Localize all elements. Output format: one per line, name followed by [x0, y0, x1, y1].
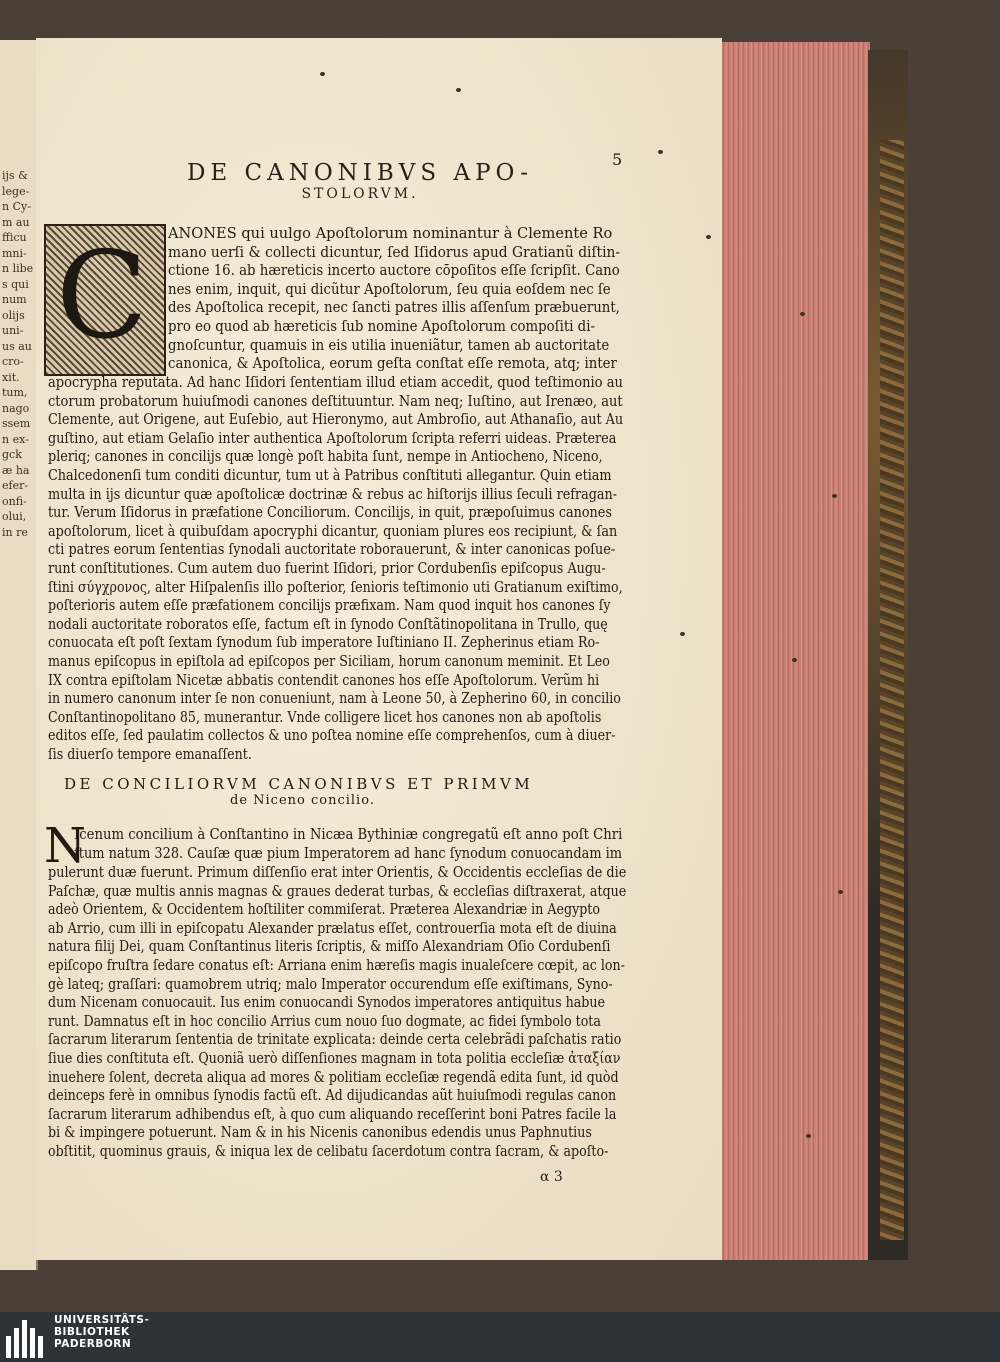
- facing-page-fragment: mni-: [2, 246, 27, 260]
- para1a-line: mano uerſi & collecti dicuntur, ſed Iſidorus apud Gratianũ diſtin-: [168, 243, 621, 261]
- para1b-line: ſtini σύγχρονος, alter Hiſpalenſis illo poſterior, ſenioris teſtimonio uti Gratianum exiſtimo,: [48, 578, 623, 596]
- para1a-line: nes enim, inquit, qui dicũtur Apoſtolorum, ſeu quia eoſdem nec ſe: [168, 280, 611, 298]
- para1b-line: Conſtantinopolitano 85, munerantur. Vnde colligere licet hos canones non ab apoſtolis: [48, 708, 602, 726]
- para1b-line: ctorum probatorum huiuſmodi canones deſtituuntur. Nam neq; Iuſtino, aut Irenæo, aut: [48, 392, 623, 410]
- library-logo-icon: [6, 1316, 48, 1358]
- paragraph1-beside-initial: [168, 225, 664, 374]
- paragraph2-first-lines: [74, 826, 694, 863]
- wormhole: [680, 632, 685, 636]
- paragraph2-body: [48, 864, 715, 1162]
- signature-mark: α 3: [540, 1169, 563, 1185]
- facing-page-fragment: num: [2, 293, 27, 306]
- para1b-line: multa in ijs dicuntur quæ apoſtolicæ doctrinæ & rebus ac hiſtorijs illius ſeculi refragan-: [48, 485, 618, 503]
- para1b-line: cti patres eorum ſententias ſynodali auctoritate roborauerunt, & inter canonicas poſue-: [48, 541, 616, 559]
- book-cover: [868, 50, 908, 1260]
- para2b-line: gè lateq; graſſari: quamobrem utriq; malo Imperator occurendum eſſe exiſtimans, Syno-: [48, 975, 613, 993]
- para2b-line: ab Arrio, cum illi in epiſcopatu Alexander prælatus eſſet, controuerſia mota eſt de diuina: [48, 919, 617, 937]
- facing-page-fragment: ijs &: [2, 169, 28, 182]
- para2b-line: deinceps ferè in omnibus ſynodis factũ eſt. Ad dijudicandas aũt huiuſmodi regulas canon: [48, 1087, 617, 1105]
- para1b-line: poſterioris autem eſſe præfationem concilijs præfixam. Nam quod inquit hos canones ſy: [48, 597, 611, 615]
- wormhole: [456, 88, 461, 92]
- page-block-edge: [720, 42, 870, 1260]
- wormhole: [706, 235, 711, 239]
- wormhole: [832, 494, 837, 498]
- para1b-line: Chalcedonenſi tum conditi dicuntur, tum ut à Patribus conſtituti allegantur. Quin etiam: [48, 466, 612, 484]
- facing-page-fragment: cro-: [2, 355, 24, 368]
- facing-page-edge: [0, 40, 38, 1270]
- paragraph1-body: [48, 374, 712, 764]
- para1b-line: ſis diuerſo tempore emanaſſent.: [48, 745, 252, 763]
- para1b-line: runt conſtitutiones. Cum autem duo fuerint Iſidori, prior Cordubenſis epiſcopus Augu-: [48, 559, 606, 577]
- para2a-line: Icenum concilium à Conſtantino in Nicæa Bythiniæ congregatũ eſt anno poſt Chri: [74, 826, 623, 843]
- facing-page-fragment: s qui: [2, 277, 29, 291]
- facing-page-fragment: olui,: [2, 510, 27, 523]
- para1b-line: editos eſſe, ſed paulatim collectos & uno poſtea nomine eſſe comprehenſos, cum à diuer-: [48, 727, 616, 745]
- para1a-line: ctione 16. ab hæreticis incerto auctore cōpoſitos eſſe ſcripſit. Cano: [168, 262, 620, 280]
- heading-council-canons: DE CONCILIORVM CANONIBVS ET PRIMVM: [64, 775, 534, 793]
- facing-page-fragment: tum,: [2, 386, 28, 399]
- para2b-line: inuehere ſolent, decreta aliqua ad mores & politiam eccleſiæ regendã edita ſunt, id quòd: [48, 1068, 619, 1086]
- para2b-line: epiſcopo fruſtra ſedare conatus eſt: Arriana enim hæreſis magis inualeſcere cœpit, ac lon-: [48, 956, 625, 974]
- para2b-line: ſiue dies conſtituta eſt. Quoniã uerò diſſenſiones magnam in tota politia eccleſiæ ἀταξίαν: [48, 1049, 621, 1067]
- para2b-line: obſtitit, quominus grauis, & iniqua lex de celibatu ſacerdotum contra ſacram, & apoſto-: [48, 1142, 609, 1160]
- facing-page-fragment: n ex-: [2, 432, 29, 446]
- para2b-line: adeò Orientem, & Occidentem hoſtiliter commiſerat. Præterea Alexandriæ in Aegypto: [48, 901, 601, 919]
- facing-page-fragment: n Cy-: [2, 200, 31, 213]
- para1b-line: Clemente, aut Origene, aut Euſebio, aut Hieronymo, aut Ambroſio, aut Athanaſio, aut Au: [48, 411, 624, 429]
- para1a-line: pro eo quod ab hæreticis ſub nomine Apoſtolorum compoſiti di-: [168, 317, 595, 335]
- facing-page-fragment: ssem: [2, 417, 31, 430]
- para1b-line: apocrypha reputata. Ad hanc Iſidori ſententiam illud etiam accedit, quod teſtimonio au: [48, 374, 623, 391]
- library-logo-text: UNIVERSITÄTS- BIBLIOTHEK PADERBORN: [54, 1314, 150, 1350]
- para2b-line: ſacrarum literarum adhibendus eſt, à quo cum aliquando receſſerint boni Patres facile la: [48, 1105, 617, 1123]
- decorated-initial: [44, 224, 166, 376]
- para1a-line: des Apoſtolica recepit, nec ſancti patres illis aſſenſum præbuerunt,: [168, 299, 620, 317]
- para1a-line: canonica, & Apoſtolica, eorum geſta conſtat eſſe remota, atq; inter: [168, 355, 617, 373]
- facing-page-fragment: m au: [2, 215, 30, 229]
- para2b-line: runt. Damnatus eſt in hoc concilio Arrius cum nouo ſuo dogmate, ac fidei ſymbolo tota: [48, 1012, 601, 1030]
- facing-page-fragment: olijs: [2, 308, 25, 322]
- para1b-line: tur. Verum Iſidorus in præfatione Conciliorum. Concilijs, in quit, præpoſuimus canones: [48, 504, 612, 522]
- para1b-line: IX contra epiſtolam Nicetæ abbatis contendit canones hos eſſe Apoſtolorum. Verũm hi: [48, 671, 600, 689]
- initial-n: N: [44, 818, 86, 874]
- heading-canons-apostles-line2: STOLORVM.: [301, 186, 419, 202]
- para2a-line: ſtum natum 328. Cauſæ quæ pium Imperatorem ad hanc ſynodum conuocandam im: [74, 844, 623, 862]
- heading-council-canons-line2: de Niceno concilio.: [230, 793, 375, 808]
- wormhole: [838, 890, 843, 894]
- facing-page-fragment: lege-: [2, 184, 30, 198]
- facing-page-fragment: gck: [2, 448, 22, 461]
- para1b-line: in numero canonum inter ſe non conueniunt, nam à Leone 50, à Zepherino 60, in concilio: [48, 690, 621, 708]
- para1a-line: gnoſcuntur, quamuis in eis utilia inueniãtur, tamen ab auctoritate: [168, 336, 610, 354]
- heading-canons-apostles: DE CANONIBVS APO-: [186, 160, 534, 186]
- wormhole: [658, 150, 663, 154]
- para1b-line: nodali auctoritate roboratos eſſe, factum eſt in ſynodo Conſtãtinopolitana in Trullo, quę: [48, 615, 608, 633]
- facing-page-fragment: onfi-: [2, 494, 27, 508]
- para2b-line: bi & impingere potuerunt. Nam & in his Nicenis canonibus edendis unus Paphnutius: [48, 1124, 592, 1142]
- para1b-line: apoſtolorum, licet à quibuſdam apocryphi dicantur, quoniam plures eos recipiunt, & ſan: [48, 522, 618, 540]
- para2b-line: ſacrarum literarum ſententia de trinitate explicata: deinde certa celebrãdi paſchatis ratio: [48, 1031, 622, 1049]
- facing-page-fragment: xit.: [2, 370, 20, 384]
- facing-page-fragment: n libe: [2, 262, 34, 275]
- facing-page-fragment: uni-: [2, 324, 24, 337]
- para1b-line: conuocata eſt poſt ſextam ſynodum ſub imperatore Iuſtiniano II. Zepherinus etiam Ro-: [48, 634, 600, 652]
- facing-page-fragment: in re: [2, 525, 28, 539]
- para1b-line: manus epiſcopus in epiſtola ad epiſcopos per Siciliam, horum canonum meminit. Et Leo: [48, 652, 610, 670]
- footer-bar: [0, 1312, 1000, 1362]
- para1a-line: ANONES qui uulgo Apoſtolorum nominantur à Clemente Ro: [168, 225, 613, 242]
- para2b-line: natura filij Dei, quam Conſtantinus literis ſcriptis, & miſſo Alexandriam Oſio Cordubenſi: [48, 938, 611, 956]
- para1b-line: pleriq; canones in concilijs quæ longè poſt habita ſunt, nempe in Antiocheno, Niceno,: [48, 448, 603, 466]
- initial-letter: C: [56, 227, 148, 366]
- facing-page-fragment: us au: [2, 339, 32, 353]
- facing-page-fragment: efer-: [2, 479, 29, 492]
- page-number: 5: [612, 150, 623, 169]
- facing-page-fragment: æ ha: [2, 463, 30, 477]
- para2b-line: Paſchæ, quæ multis annis magnas & graues dederat turbas, & eccleſias diſtraxerat, atque: [48, 882, 627, 900]
- facing-page-fragment: nago: [2, 401, 30, 415]
- para2b-line: pulerunt duæ fuerunt. Primum diſſenſio erat inter Orientis, & Occidentis eccleſias de die: [48, 864, 627, 881]
- wormhole: [806, 1134, 811, 1138]
- wormhole: [320, 72, 325, 76]
- para2b-line: dum Nicenam conuocauit. Ius enim conuocandi Synodos imperatores antiquitus habue: [48, 994, 605, 1012]
- wormhole: [792, 658, 797, 662]
- para1b-line: guſtino, aut etiam Gelaſio inter authentica Apoſtolorum ſcripta referri uideas. Præterea: [48, 429, 617, 447]
- facing-page-fragment: fficu: [2, 231, 27, 244]
- wormhole: [800, 312, 805, 316]
